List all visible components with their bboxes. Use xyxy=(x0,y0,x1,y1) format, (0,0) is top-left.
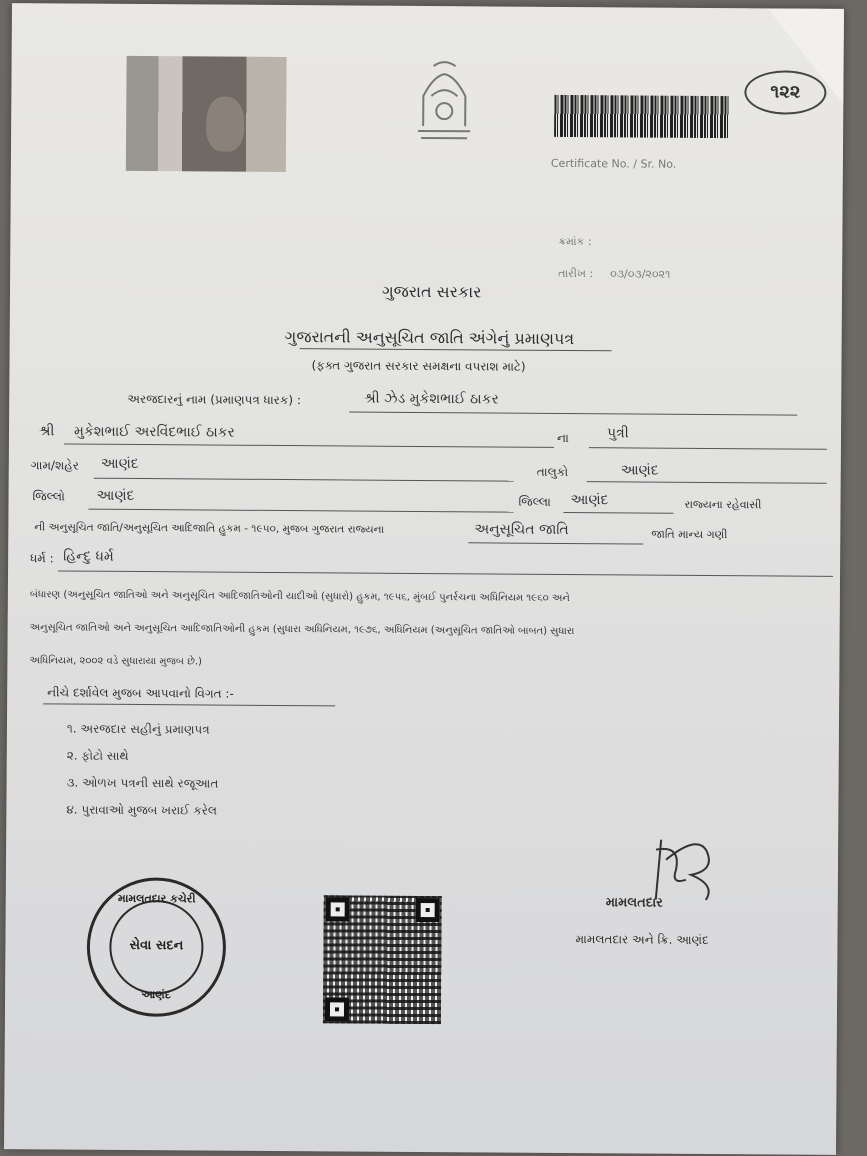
date-value: ૦૩/૦૩/૨૦૨૧ xyxy=(610,267,671,281)
issuing-authority: મામલતદાર અને ક્રિ. આણંદ xyxy=(575,932,709,947)
paragraph-line-3: અધિનિયમ, ૨૦૦૨ વડે સુધારાયા મુજબ છે.) xyxy=(29,655,202,668)
caste-text: ની અનુસૂચિત જાતિ/અનુસૂચિત આદિજાતિ હુકમ - ૧૯૫૦, મુજબ ગુજરાત રાજ્યના xyxy=(34,521,385,536)
date-label: તારીખ : xyxy=(558,266,594,281)
legal-paragraph xyxy=(29,578,830,683)
certificate-title: ગુજરાતની અનુસૂચિત જાતિ અંગેનું પ્રમાણપત્ર xyxy=(284,327,575,349)
caste-value: અનુસૂચિત જાતિ xyxy=(474,521,569,539)
notes-list xyxy=(66,716,218,825)
religion-value: હિન્દુ ધર્મ xyxy=(63,548,114,565)
applicant-photo xyxy=(126,56,287,172)
district-label: જિલ્લા xyxy=(518,494,551,509)
note-item: ૧. અરજદાર સહીનું પ્રમાણપત્ર xyxy=(66,721,210,737)
state-label: રાજ્યના રહેવાસી xyxy=(684,497,762,512)
village-value: આણંદ xyxy=(100,455,139,473)
village-label: ગામ/શહેર xyxy=(30,458,80,473)
national-emblem-icon xyxy=(403,56,486,147)
note-heading: નીચે દર્શાવેલ મુજબ આપવાનો વિગત :- xyxy=(47,685,234,701)
note-item: ૩. ઓળખ પત્રની સાથે રજૂઆત xyxy=(66,775,219,791)
jilla-label: જિલ્લો xyxy=(32,489,66,504)
taluka-label: તાલુકો xyxy=(536,464,569,480)
qr-code xyxy=(323,895,442,1024)
relation-label: ના xyxy=(556,430,569,446)
seal-bottom-text: આણંદ xyxy=(141,988,171,1002)
paragraph-line-1: બંધારણ (અનુસૂચિત જાતિઓ અને અનુસૂચિત આદિજાતિઓની યાદીઓ (સુધારો) હુકમ, ૧૯૫૬, મુંબઈ પુનર્રચના અધિનિયમ ૧૯૬૦ અને xyxy=(29,589,570,605)
relation-value: પુત્રી xyxy=(606,425,629,442)
applicant-label: અરજદારનું નામ (પ્રમાણપત્ર ધારક) : xyxy=(127,391,301,408)
government-title: ગુજરાત સરકાર xyxy=(381,281,482,302)
sri-label: શ્રી xyxy=(38,423,55,440)
header-number-label: ક્રમાંક : xyxy=(558,234,592,249)
stamp-text: મામલતદાર xyxy=(605,895,663,911)
taluka-value: આણંદ xyxy=(620,462,659,479)
seal-middle-text: સેવા સદન xyxy=(129,937,184,954)
religion-label: ધર્મ : xyxy=(30,551,54,566)
serial-number: ૧૨૨ xyxy=(744,70,826,115)
note-item: ૪. પુરાવાઓ મુજબ ખરાઈ કરેલ xyxy=(66,802,218,818)
jilla-value: આણંદ xyxy=(96,487,135,504)
barcode-caption: Certificate No. / Sr. No. xyxy=(550,156,677,171)
caste-tail: જાતિ માન્ય ગણી xyxy=(651,527,728,542)
seal-top-text: મામલતદાર કચેરી xyxy=(117,891,196,906)
applicant-name: શ્રી ઝેડ મુકેશભાઈ ઠાકર xyxy=(364,390,499,408)
paragraph-line-2: અનુસૂચિત જાતિઓ અને અનુસૂચિત આદિજાતિઓની હુકમ (સુધારા અધિનિયમ, ૧૯૭૬, અધિનિયમ (અનુસૂચિત જાતિઓ બાબત) સુધારા xyxy=(29,622,575,638)
district-value: આણંદ xyxy=(570,492,609,509)
barcode xyxy=(554,95,729,138)
office-seal xyxy=(85,876,228,1019)
note-item: ૨. ફોટો સાથે xyxy=(66,748,129,763)
certificate-sheet xyxy=(4,3,844,1155)
father-name: મુકેશભાઈ અરવિંદભાઈ ઠાકર xyxy=(73,423,235,441)
certificate-subtitle: (ફક્ત ગુજરાત સરકાર સમક્ષના વપરાશ માટે) xyxy=(311,358,526,374)
